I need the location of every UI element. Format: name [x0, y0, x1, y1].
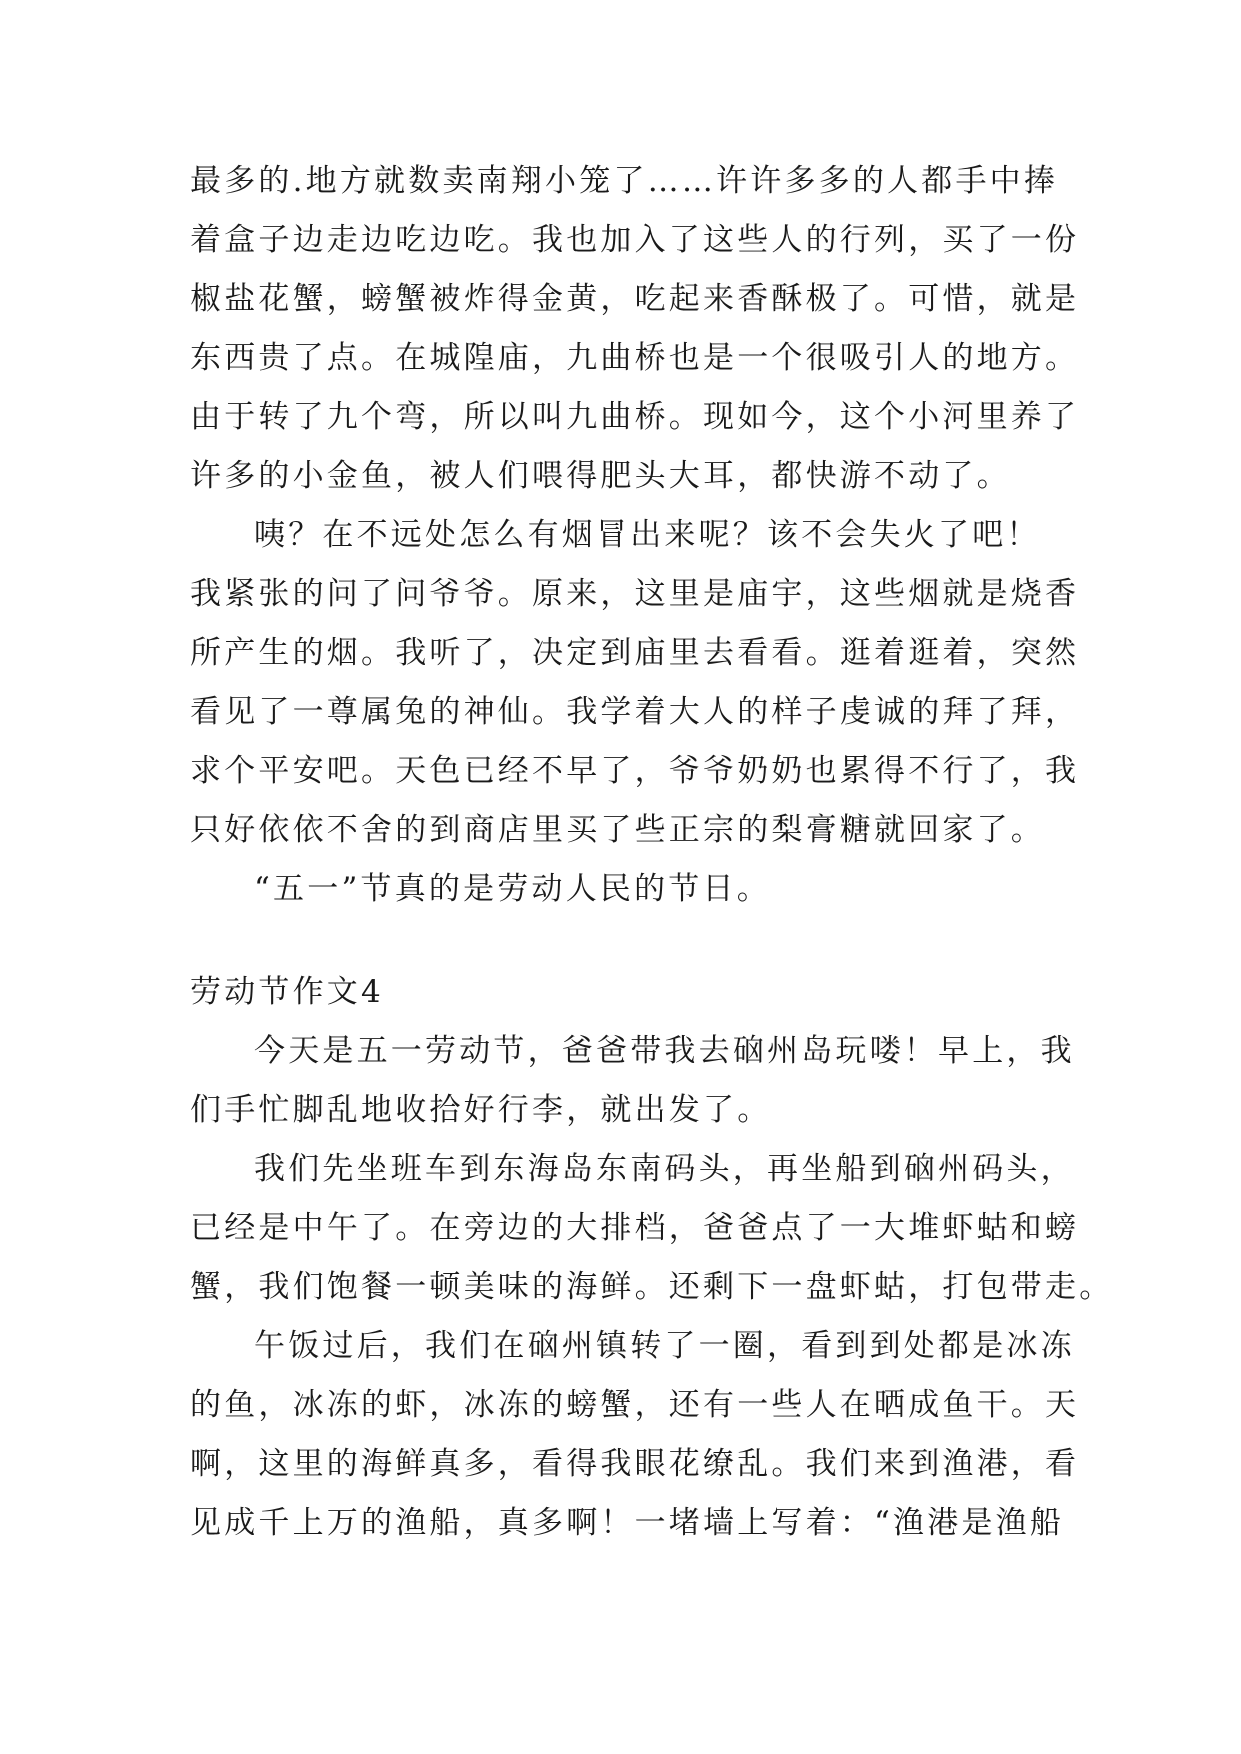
text-line: 见成千上万的渔船，真多啊！一堵墙上写着：“渔港是渔船: [190, 1505, 1065, 1541]
paragraph-first-line: 午饭过后，我们在硇州镇转了一圈，看到到处都是冰冻: [254, 1328, 1075, 1364]
paragraph-first-line: “五一”节真的是劳动人民的节日。: [254, 871, 771, 907]
text-line: 蟹，我们饱餐一顿美味的海鲜。还剩下一盘虾蛄，打包带走。: [190, 1269, 1114, 1305]
text-line: 只好依依不舍的到商店里买了些正宗的梨膏糖就回家了。: [190, 812, 1045, 848]
paragraph-first-line: 今天是五一劳动节，爸爸带我去硇州岛玩喽！早上，我: [254, 1033, 1075, 1069]
paragraph-first-line: 咦？在不远处怎么有烟冒出来呢？该不会失火了吧！: [254, 517, 1041, 553]
text-line: 所产生的烟。我听了，决定到庙里去看看。逛着逛着，突然: [190, 635, 1080, 671]
text-line: 最多的.地方就数卖南翔小笼了……许许多多的人都手中捧: [190, 163, 1059, 199]
text-line: 着盒子边走边吃边吃。我也加入了这些人的行列，买了一份: [190, 222, 1080, 258]
paragraph-first-line: 我们先坐班车到东海岛东南码头，再坐船到硇州码头，: [254, 1151, 1075, 1187]
text-line: 许多的小金鱼，被人们喂得肥头大耳，都快游不动了。: [190, 458, 1011, 494]
text-line: 们手忙脚乱地收拾好行李，就出发了。: [190, 1092, 772, 1128]
text-line: 啊，这里的海鲜真多，看得我眼花缭乱。我们来到渔港，看: [190, 1446, 1080, 1482]
section-heading: 劳动节作文4: [190, 974, 384, 1010]
text-line: 已经是中午了。在旁边的大排档，爸爸点了一大堆虾蛄和螃: [190, 1210, 1080, 1246]
text-line: 椒盐花蟹，螃蟹被炸得金黄，吃起来香酥极了。可惜，就是: [190, 281, 1080, 317]
text-line: 我紧张的问了问爷爷。原来，这里是庙宇，这些烟就是烧香: [190, 576, 1080, 612]
text-line: 求个平安吧。天色已经不早了，爷爷奶奶也累得不行了，我: [190, 753, 1080, 789]
text-line: 东西贵了点。在城隍庙，九曲桥也是一个很吸引人的地方。: [190, 340, 1080, 376]
text-line: 由于转了九个弯，所以叫九曲桥。现如今，这个小河里养了: [190, 399, 1080, 435]
text-line: 看见了一尊属兔的神仙。我学着大人的样子虔诚的拜了拜，: [190, 694, 1080, 730]
text-line: 的鱼，冰冻的虾，冰冻的螃蟹，还有一些人在晒成鱼干。天: [190, 1387, 1080, 1423]
